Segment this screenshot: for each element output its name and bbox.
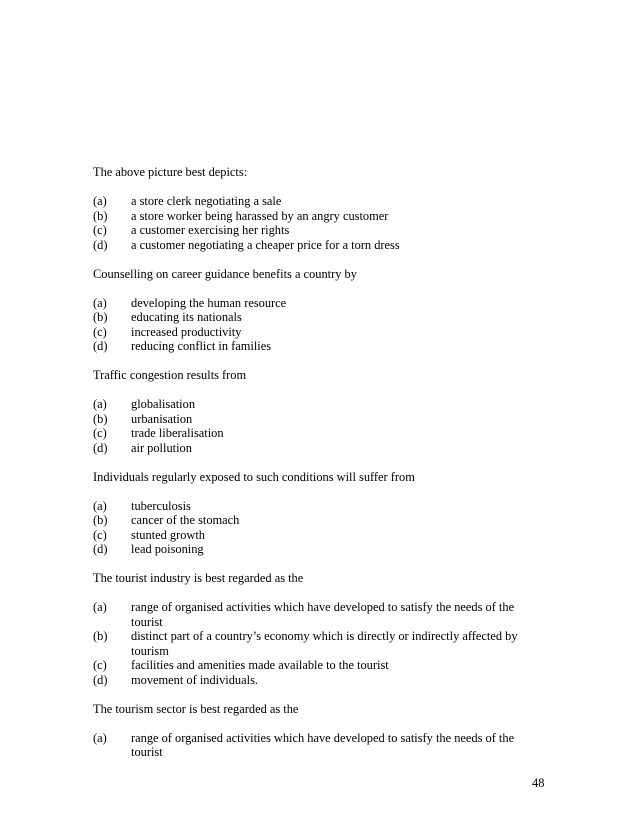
option-label: (a) xyxy=(93,397,107,411)
option-text: a store worker being harassed by an angry customer xyxy=(131,208,389,223)
option-b xyxy=(93,629,533,658)
option-a xyxy=(93,600,533,629)
option-list xyxy=(93,397,533,455)
option-text: a store clerk negotiating a sale xyxy=(131,194,282,208)
option-c xyxy=(93,325,533,340)
option-label: (d) xyxy=(93,440,108,455)
option-text: air pollution xyxy=(131,440,192,455)
question-list xyxy=(93,165,533,774)
option-d xyxy=(93,673,533,688)
option-text: movement of individuals. xyxy=(131,672,258,687)
option-d xyxy=(93,339,533,354)
option-label: (a) xyxy=(93,295,107,310)
question-stem: Individuals regularly exposed to such conditions will suffer from xyxy=(93,469,415,484)
question-stem: The above picture best depicts: xyxy=(93,165,248,179)
option-label: (a) xyxy=(93,600,107,614)
option-text: globalisation xyxy=(131,397,196,411)
option-text: lead poisoning xyxy=(131,542,204,556)
option-c xyxy=(93,426,533,441)
option-d xyxy=(93,238,533,253)
option-label: (d) xyxy=(93,672,108,687)
option-label: (c) xyxy=(93,223,107,237)
question-stem: The tourism sector is best regarded as the xyxy=(93,701,299,716)
option-text: facilities and amenities made available to the tourist xyxy=(131,658,389,672)
option-text: trade liberalisation xyxy=(131,426,224,440)
option-label: (d) xyxy=(93,339,108,353)
option-b xyxy=(93,513,533,528)
option-text: a customer exercising her rights xyxy=(131,223,290,237)
option-b xyxy=(93,310,533,325)
option-c xyxy=(93,223,533,238)
question-2 xyxy=(93,267,533,354)
option-label: (a) xyxy=(93,194,107,208)
option-list xyxy=(93,296,533,354)
option-c xyxy=(93,658,533,673)
option-a xyxy=(93,499,533,514)
option-list xyxy=(93,731,533,760)
option-text: urbanisation xyxy=(131,411,193,426)
option-label: (b) xyxy=(93,411,108,426)
option-text: educating its nationals xyxy=(131,310,242,324)
option-a xyxy=(93,194,533,209)
question-6 xyxy=(93,702,533,760)
option-list xyxy=(93,499,533,557)
question-stem: The tourist industry is best regarded as the xyxy=(93,571,304,585)
option-a xyxy=(93,397,533,412)
option-label: (c) xyxy=(93,426,107,440)
option-list xyxy=(93,194,533,252)
option-text: cancer of the stomach xyxy=(131,513,240,527)
option-label: (a) xyxy=(93,730,107,745)
option-c xyxy=(93,528,533,543)
option-label: (b) xyxy=(93,629,108,643)
option-label: (c) xyxy=(93,324,107,339)
option-label: (b) xyxy=(93,513,108,527)
option-a xyxy=(93,731,533,760)
question-4 xyxy=(93,470,533,557)
option-text: range of organised activities which have developed to satisfy the needs of the tourist xyxy=(131,600,515,629)
question-stem: Traffic congestion results from xyxy=(93,368,247,382)
option-label: (c) xyxy=(93,527,107,542)
question-1 xyxy=(93,165,533,252)
page-number: 48 xyxy=(532,776,545,790)
option-a xyxy=(93,296,533,311)
option-text: developing the human resource xyxy=(131,295,287,310)
option-text: a customer negotiating a cheaper price for a torn dress xyxy=(131,237,400,252)
option-label: (d) xyxy=(93,237,108,252)
option-text: distinct part of a country’s economy which is directly or indirectly affected by tourism xyxy=(131,629,518,658)
option-text: range of organised activities which have developed to satisfy the needs of the tourist xyxy=(131,730,515,759)
option-label: (a) xyxy=(93,498,107,513)
option-label: (d) xyxy=(93,542,108,556)
option-d xyxy=(93,542,533,557)
option-text: reducing conflict in families xyxy=(131,339,272,353)
option-text: increased productivity xyxy=(131,324,242,339)
option-text: tuberculosis xyxy=(131,498,191,513)
option-label: (b) xyxy=(93,310,108,324)
option-label: (c) xyxy=(93,658,107,672)
option-b xyxy=(93,209,533,224)
option-b xyxy=(93,412,533,427)
question-3 xyxy=(93,368,533,455)
option-list xyxy=(93,600,533,687)
option-label: (b) xyxy=(93,208,108,223)
question-5 xyxy=(93,571,533,687)
option-text: stunted growth xyxy=(131,527,205,542)
question-stem: Counselling on career guidance benefits a country by xyxy=(93,266,357,281)
option-d xyxy=(93,441,533,456)
